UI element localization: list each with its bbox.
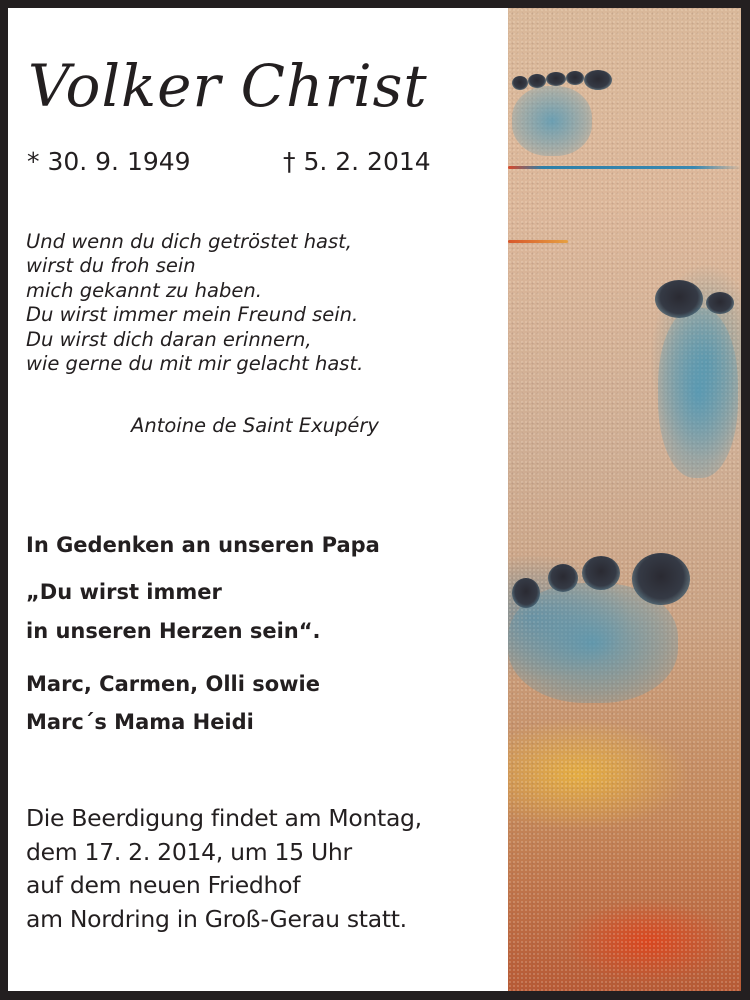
memorial-message-line: „Du wirst immer — [26, 580, 222, 604]
quote-line: Du wirst immer mein Freund sein. — [26, 303, 359, 327]
footprint-toe — [706, 292, 734, 314]
birth-date: * 30. 9. 1949 — [27, 147, 191, 176]
quote-line: Du wirst dich daran erinnern, — [26, 327, 312, 351]
quote-line: wirst du froh sein — [26, 254, 196, 278]
footprint-toe — [512, 578, 540, 608]
footprint-toe — [655, 280, 703, 318]
memorial-message-line: in unseren Herzen sein“. — [26, 619, 321, 643]
footprint-sole — [658, 308, 738, 478]
funeral-line: am Nordring in Groß-Gerau statt. — [26, 904, 407, 933]
memorial-quote — [26, 230, 363, 376]
quote-line: Und wenn du dich getröstet hast, — [26, 230, 353, 253]
footprint-toe — [632, 553, 690, 605]
memorial-heading: In Gedenken an unseren Papa — [26, 533, 380, 557]
quote-line: wie gerne du mit mir gelacht hast. — [26, 352, 364, 376]
funeral-line: Die Beerdigung findet am Montag, — [26, 804, 422, 832]
footprint-toe — [546, 72, 566, 86]
footprint-toe — [512, 76, 528, 90]
deceased-name: Volker Christ — [28, 52, 428, 120]
footprint-toe — [566, 71, 584, 85]
quote-line: mich gekannt zu haben. — [26, 278, 262, 302]
funeral-details — [26, 802, 422, 936]
mourners-line: Marc´s Mama Heidi — [26, 710, 254, 734]
funeral-line: auf dem neuen Friedhof — [26, 871, 301, 899]
footprint-sole — [512, 86, 592, 156]
mourners-line: Marc, Carmen, Olli sowie — [26, 672, 320, 696]
footprint-toe — [548, 564, 578, 592]
sand-streak — [508, 166, 741, 169]
footprint-toe — [528, 74, 546, 88]
footprint-toe — [582, 556, 620, 590]
funeral-line: dem 17. 2. 2014, um 15 Uhr — [26, 837, 352, 866]
footprint-toe — [584, 70, 612, 90]
quote-author: Antoine de Saint Exupéry — [131, 414, 379, 437]
sand-streak — [508, 240, 568, 243]
footprints-in-sand-photo — [508, 8, 741, 991]
death-date: † 5. 2. 2014 — [283, 147, 431, 176]
